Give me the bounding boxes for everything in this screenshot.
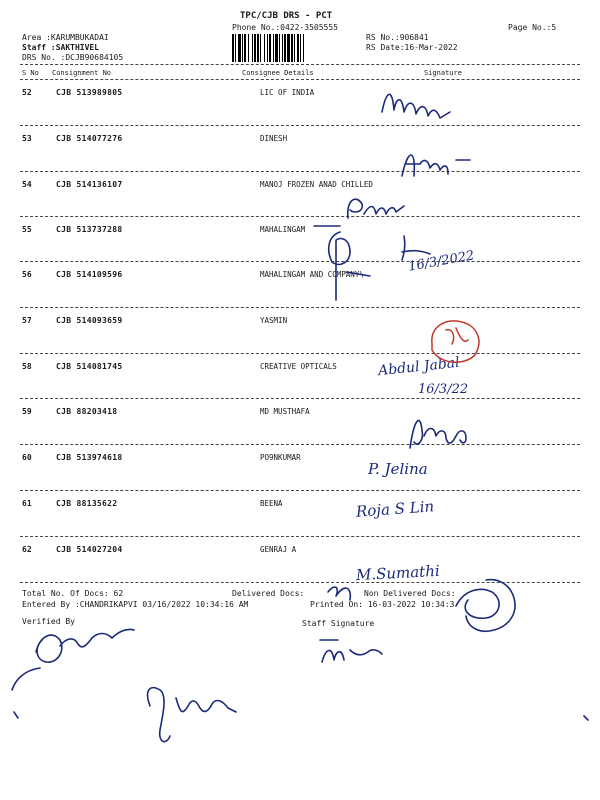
row-consignment: CJB 513974618 — [56, 453, 123, 462]
table-row — [0, 270, 600, 316]
handwritten-date-58: 16/3/22 — [418, 382, 469, 397]
table-row — [0, 180, 600, 226]
row-sno: 54 — [22, 180, 32, 189]
sheet-title: TPC/CJB DRS - PCT — [240, 11, 333, 21]
row-consignee: MAHALINGAM — [260, 225, 306, 234]
table-row — [0, 88, 600, 134]
row-consignee: MD MUSTHAFA — [260, 407, 310, 416]
table-row — [0, 134, 600, 180]
page-number: Page No.:5 — [508, 23, 557, 32]
verified-signature-2 — [12, 668, 236, 742]
total-docs: Total No. Of Docs: 62 — [22, 589, 124, 598]
row-consignment: CJB 514027204 — [56, 545, 123, 554]
row-divider — [20, 536, 580, 537]
col-signature: Signature — [424, 69, 462, 77]
handwritten-signature-60: P. Jelina — [368, 460, 428, 478]
row-divider — [20, 261, 580, 262]
row-divider — [20, 582, 580, 583]
table-row — [0, 499, 600, 545]
handwritten-signature-58: Abdul Jabal — [377, 354, 461, 380]
row-sno: 59 — [22, 407, 32, 416]
header-divider — [20, 64, 580, 65]
table-row — [0, 362, 600, 408]
row-consignment: CJB 514081745 — [56, 362, 123, 371]
column-divider — [20, 79, 580, 80]
row-consignment: CJB 88203418 — [56, 407, 118, 416]
staff-signature — [322, 650, 382, 662]
phone-number: Phone No.:0422-3505555 — [232, 23, 338, 32]
col-consignment: Consignment No — [52, 69, 112, 77]
table-row — [0, 545, 600, 591]
row-consignment: CJB 513737288 — [56, 225, 123, 234]
non-delivered-docs: Non Delivered Docs: — [364, 589, 456, 598]
row-divider — [20, 216, 580, 217]
row-sno: 60 — [22, 453, 32, 462]
row-sno: 53 — [22, 134, 32, 143]
handwritten-date-56: 16/3/2022 — [407, 248, 476, 275]
drs-number: DRS No. :DCJB90684105 — [22, 53, 124, 62]
entered-by: Entered By :CHANDRIKAPVI 03/16/2022 10:34:16 AM — [22, 600, 249, 609]
verified-signature — [36, 629, 134, 662]
row-consignee: BEENA — [260, 499, 283, 508]
rs-date: RS Date:16-Mar-2022 — [366, 43, 458, 52]
table-row — [0, 453, 600, 499]
table-row — [0, 407, 600, 453]
printed-on: Printed On: 16-03-2022 10:34:3 — [310, 600, 455, 609]
handwritten-signature-62: M.Sumathi — [355, 561, 441, 585]
row-consignment: CJB 514077276 — [56, 134, 123, 143]
table-row — [0, 316, 600, 362]
row-divider — [20, 125, 580, 126]
row-sno: 56 — [22, 270, 32, 279]
row-sno: 52 — [22, 88, 32, 97]
delivered-docs: Delivered Docs: — [232, 589, 305, 598]
row-consignee: CREATIVE OPTICALS — [260, 362, 337, 371]
row-consignee: MANOJ FROZEN ANAD CHILLED — [260, 180, 373, 189]
row-divider — [20, 490, 580, 491]
barcode-bar — [304, 34, 307, 62]
staff-field: Staff :SAKTHIVEL — [22, 43, 100, 52]
col-consignee: Consignee Details — [242, 69, 314, 77]
row-divider — [20, 444, 580, 445]
row-consignee: PO9NKUMAR — [260, 453, 301, 462]
staff-signature-label: Staff Signature — [302, 619, 375, 628]
barcode — [232, 34, 356, 62]
handwritten-signature-61: Roja S Lin — [355, 497, 435, 521]
row-consignee: YASMIN — [260, 316, 288, 325]
row-sno: 55 — [22, 225, 32, 234]
row-consignee: DINESH — [260, 134, 288, 143]
row-consignee: LIC OF INDIA — [260, 88, 315, 97]
row-sno: 61 — [22, 499, 32, 508]
rs-number: RS No.:906841 — [366, 33, 429, 42]
row-consignment: CJB 514093659 — [56, 316, 123, 325]
row-sno: 62 — [22, 545, 32, 554]
row-sno: 57 — [22, 316, 32, 325]
row-divider — [20, 171, 580, 172]
verified-by-label: Verified By — [22, 617, 75, 626]
printed-scribble — [456, 589, 499, 618]
page-edge-mark — [14, 712, 588, 720]
row-consignment: CJB 513989805 — [56, 88, 123, 97]
row-consignment: CJB 514109596 — [56, 270, 123, 279]
row-divider — [20, 307, 580, 308]
row-consignment: CJB 88135622 — [56, 499, 118, 508]
row-divider — [20, 353, 580, 354]
row-consignment: CJB 514136107 — [56, 180, 123, 189]
col-sno: S No — [22, 69, 39, 77]
area-field: Area :KARUMBUKADAI — [22, 33, 109, 42]
row-consignee: MAHALINGAM AND COMPANY\ — [260, 270, 364, 279]
row-sno: 58 — [22, 362, 32, 371]
row-divider — [20, 398, 580, 399]
row-consignee: GENRAJ A — [260, 545, 297, 554]
